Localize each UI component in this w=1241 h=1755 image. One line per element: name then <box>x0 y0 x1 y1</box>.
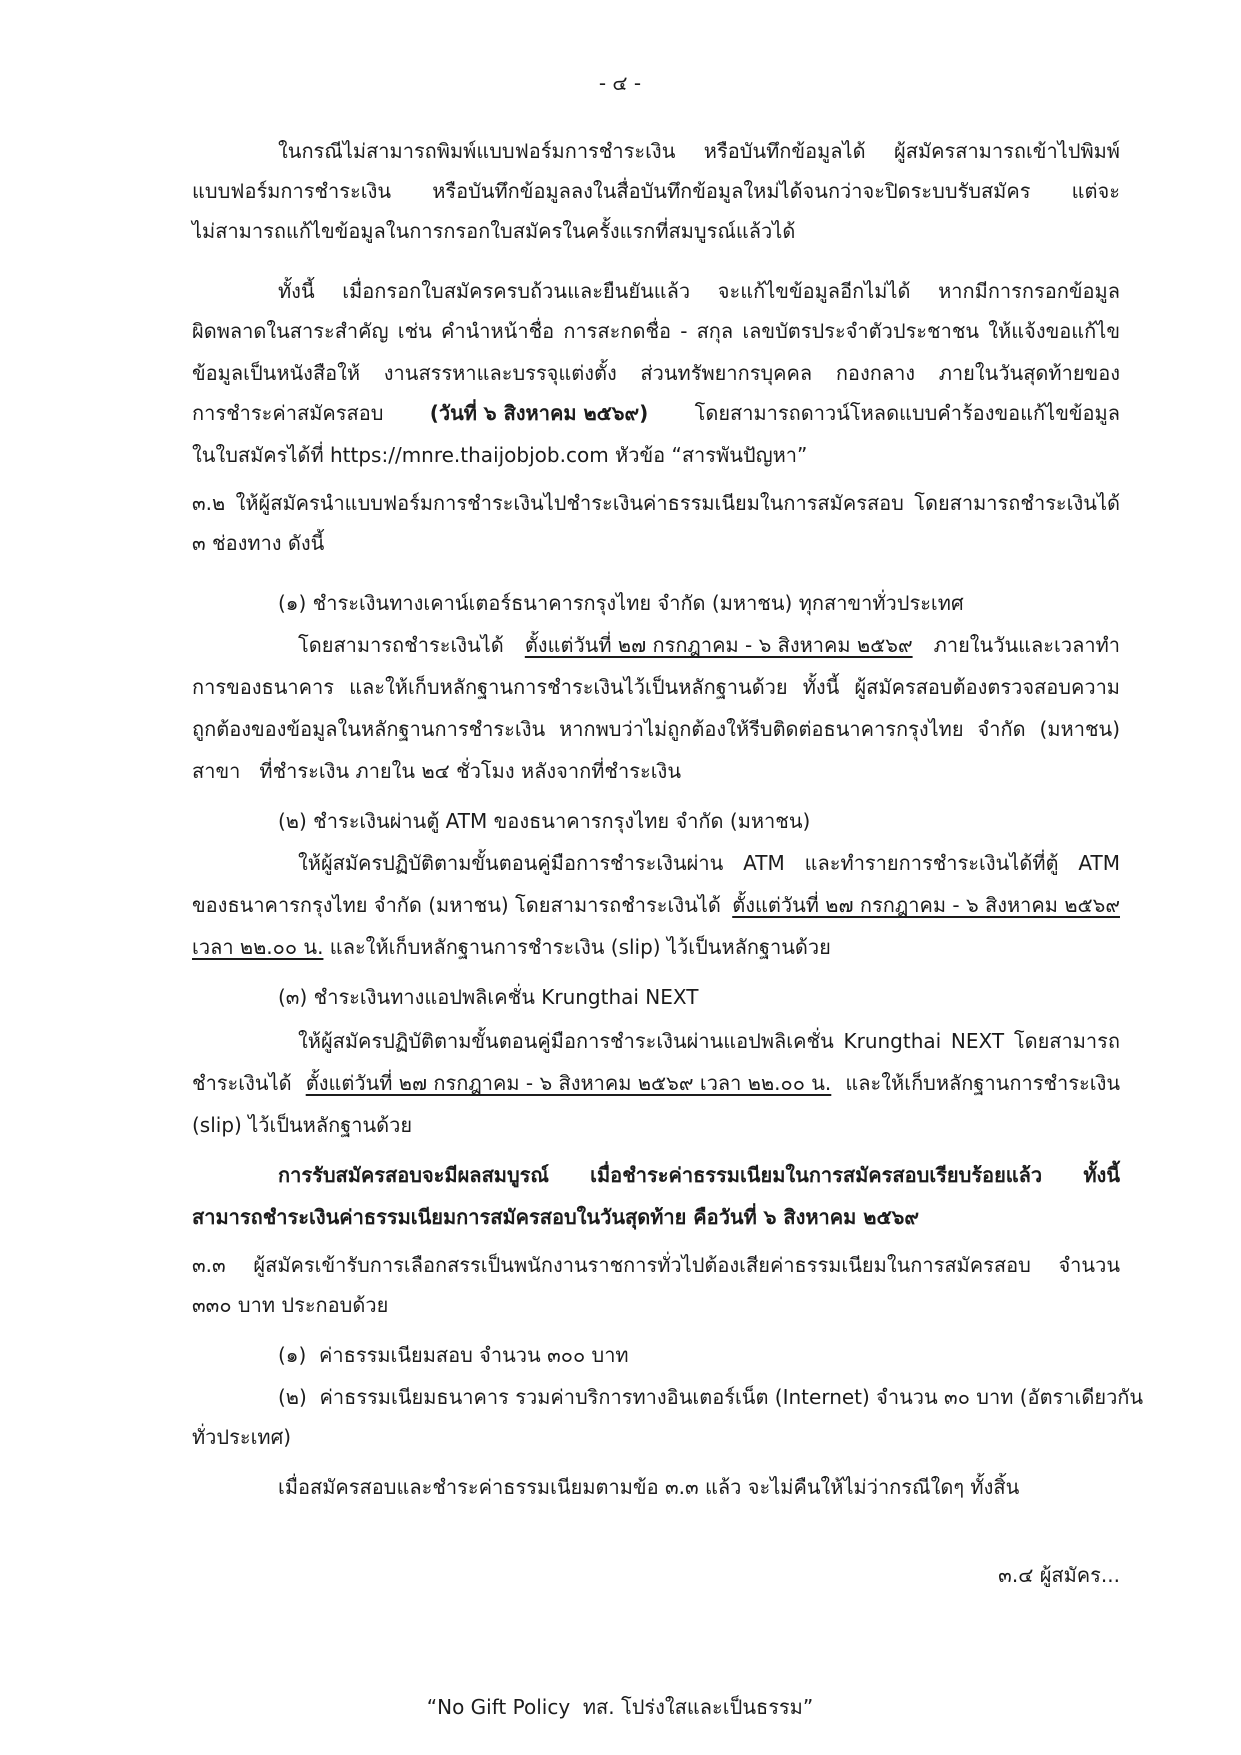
para1-line1: ในกรณีไม่สามารถพิมพ์แบบฟอร์มการชำระเงิน หรือบันทึกข้อมูลได้ ผู้สมัครสามารถเข้าไปพิมพ์ <box>278 139 1120 163</box>
channel-2-line3-text: และให้เก็บหลักฐานการชำระเงิน (slip) ไว้เป็นหลักฐานด้วย <box>329 935 831 959</box>
fee-item-2-line2: ทั่วประเทศ) <box>192 1425 292 1449</box>
channel-3-date-range: ตั้งแต่วันที่ ๒๗ กรกฎาคม - ๖ สิงหาคม ๒๕๖๙ เวลา ๒๒.๐๐ น. <box>305 1071 832 1095</box>
channel-2-title: (๒) ชำระเงินผ่านตู้ ATM ของธนาคารกรุงไทย จำกัด (มหาชน) <box>278 809 811 833</box>
para2-line4 <box>192 398 1120 428</box>
para2-line4-text: การชำระค่าสมัครสอบ <box>192 401 384 425</box>
para2-line5-url: ในใบสมัครได้ที่ https://mnre.thaijobjob.com หัวข้อ “สารพันปัญหา” <box>192 443 808 467</box>
channel-1-title: (๑) ชำระเงินทางเคาน์เตอร์ธนาคารกรุงไทย จำกัด (มหาชน) ทุกสาขาทั่วประเทศ <box>278 591 964 615</box>
para1-line3: ไม่สามารถแก้ไขข้อมูลในการกรอกใบสมัครในครั้งแรกที่สมบูรณ์แล้วได้ <box>192 219 796 243</box>
payment-deadline-bold: (วันที่ ๖ สิงหาคม ๒๕๖๙) <box>429 401 649 425</box>
para2-line4-tail: โดยสามารถดาวน์โหลดแบบคำร้องขอแก้ไขข้อมูล <box>694 401 1120 425</box>
para2-line3: ข้อมูลเป็นหนังสือให้ งานสรรหาและบรรจุแต่งตั้ง ส่วนทรัพยากรบุคคล กองกลาง ภายในวันสุดท้ายของ <box>192 361 1120 385</box>
no-refund-note: เมื่อสมัครสอบและชำระค่าธรรมเนียมตามข้อ ๓.๓ แล้ว จะไม่คืนให้ไม่ว่ากรณีใดๆ ทั้งสิ้น <box>278 1475 1020 1499</box>
channel-3-line2-tail: และให้เก็บหลักฐานการชำระเงิน <box>845 1071 1120 1095</box>
channel-3-line3: (slip) ไว้เป็นหลักฐานด้วย <box>192 1113 413 1137</box>
channel-1-line1-text: โดยสามารถชำระเงินได้ <box>298 633 504 657</box>
channel-1-line4: สาขา ที่ชำระเงิน ภายใน ๒๔ ชั่วโมง หลังจากที่ชำระเงิน <box>192 759 681 783</box>
page-number: - ๔ - <box>598 71 642 95</box>
channel-1-line1 <box>298 630 1120 660</box>
fee-item-2-line1: (๒) ค่าธรรมเนียมธนาคาร รวมค่าบริการทางอินเตอร์เน็ต (Internet) จำนวน ๓๐ บาท (อัตราเดียวกัน <box>278 1385 1144 1409</box>
section-3-3-line2: ๓๓๐ บาท ประกอบด้วย <box>192 1293 389 1317</box>
channel-2-line1: ให้ผู้สมัครปฏิบัติตามขั้นตอนคู่มือการชำระเงินผ่าน ATM และทำรายการชำระเงินได้ที่ตู้ ATM <box>298 851 1120 875</box>
para2-line1: ทั้งนี้ เมื่อกรอกใบสมัครครบถ้วนและยืนยันแล้ว จะแก้ไขข้อมูลอีกไม่ได้ หากมีการกรอกข้อมูล <box>278 279 1120 303</box>
channel-1-line2: การของธนาคาร และให้เก็บหลักฐานการชำระเงินไว้เป็นหลักฐานด้วย ทั้งนี้ ผู้สมัครสอบต้องตรวจสอบความ <box>192 675 1120 699</box>
footer-slogan: “No Gift Policy ทส. โปร่งใสและเป็นธรรม” <box>426 1695 814 1719</box>
channel-3-title: (๓) ชำระเงินทางแอปพลิเคชั่น Krungthai NEXT <box>278 985 699 1009</box>
para1-line2: แบบฟอร์มการชำระเงิน หรือบันทึกข้อมูลลงในสื่อบันทึกข้อมูลใหม่ได้จนกว่าจะปิดระบบรับสมัคร แต่จะ <box>192 179 1120 203</box>
channel-3-line1: ให้ผู้สมัครปฏิบัติตามขั้นตอนคู่มือการชำระเงินผ่านแอปพลิเคชั่น Krungthai NEXT โดยสามารถ <box>298 1029 1120 1053</box>
completion-note-line2: สามารถชำระเงินค่าธรรมเนียมการสมัครสอบในวันสุดท้าย คือวันที่ ๖ สิงหาคม ๒๕๖๙ <box>192 1205 919 1229</box>
channel-3-line2-text: ชำระเงินได้ <box>192 1071 292 1095</box>
continuation-marker: ๓.๔ ผู้สมัคร... <box>998 1563 1120 1587</box>
section-3-2-line1: ๓.๒ ให้ผู้สมัครนำแบบฟอร์มการชำระเงินไปชำระเงินค่าธรรมเนียมในการสมัครสอบ โดยสามารถชำระเงินได้ <box>192 491 1120 515</box>
channel-2-line2 <box>192 890 1120 920</box>
channel-1-line1-tail: ภายในวันและเวลาทำ <box>933 633 1120 657</box>
section-3-3-line1: ๓.๓ ผู้สมัครเข้ารับการเลือกสรรเป็นพนักงานราชการทั่วไปต้องเสียค่าธรรมเนียมในการสมัครสอบ จำนวน <box>192 1253 1120 1277</box>
fee-item-1: (๑) ค่าธรรมเนียมสอบ จำนวน ๓๐๐ บาท <box>278 1343 629 1367</box>
para2-line2: ผิดพลาดในสาระสำคัญ เช่น คำนำหน้าชื่อ การสะกดชื่อ - สกุล เลขบัตรประจำตัวประชาชน ให้แจ้งขอแก้ไข <box>192 319 1120 343</box>
channel-2-line2-text: ของธนาคารกรุงไทย จำกัด (มหาชน) โดยสามารถชำระเงินได้ <box>192 893 721 917</box>
channel-2-date-range: ตั้งแต่วันที่ ๒๗ กรกฎาคม - ๖ สิงหาคม ๒๕๖๙ <box>732 893 1120 917</box>
section-3-2-line2: ๓ ช่องทาง ดังนี้ <box>192 531 325 555</box>
channel-1-date-range: ตั้งแต่วันที่ ๒๗ กรกฎาคม - ๖ สิงหาคม ๒๕๖๙ <box>524 633 913 657</box>
channel-2-time: เวลา ๒๒.๐๐ น. <box>192 935 324 959</box>
channel-3-line2 <box>192 1068 1120 1098</box>
channel-1-line3: ถูกต้องของข้อมูลในหลักฐานการชำระเงิน หากพบว่าไม่ถูกต้องให้รีบติดต่อธนาคารกรุงไทย จำกัด (มหาชน) <box>192 717 1120 741</box>
completion-note-line1: การรับสมัครสอบจะมีผลสมบูรณ์ เมื่อชำระค่าธรรมเนียมในการสมัครสอบเรียบร้อยแล้ว ทั้งนี้ <box>278 1163 1120 1187</box>
channel-2-line3 <box>192 932 831 962</box>
